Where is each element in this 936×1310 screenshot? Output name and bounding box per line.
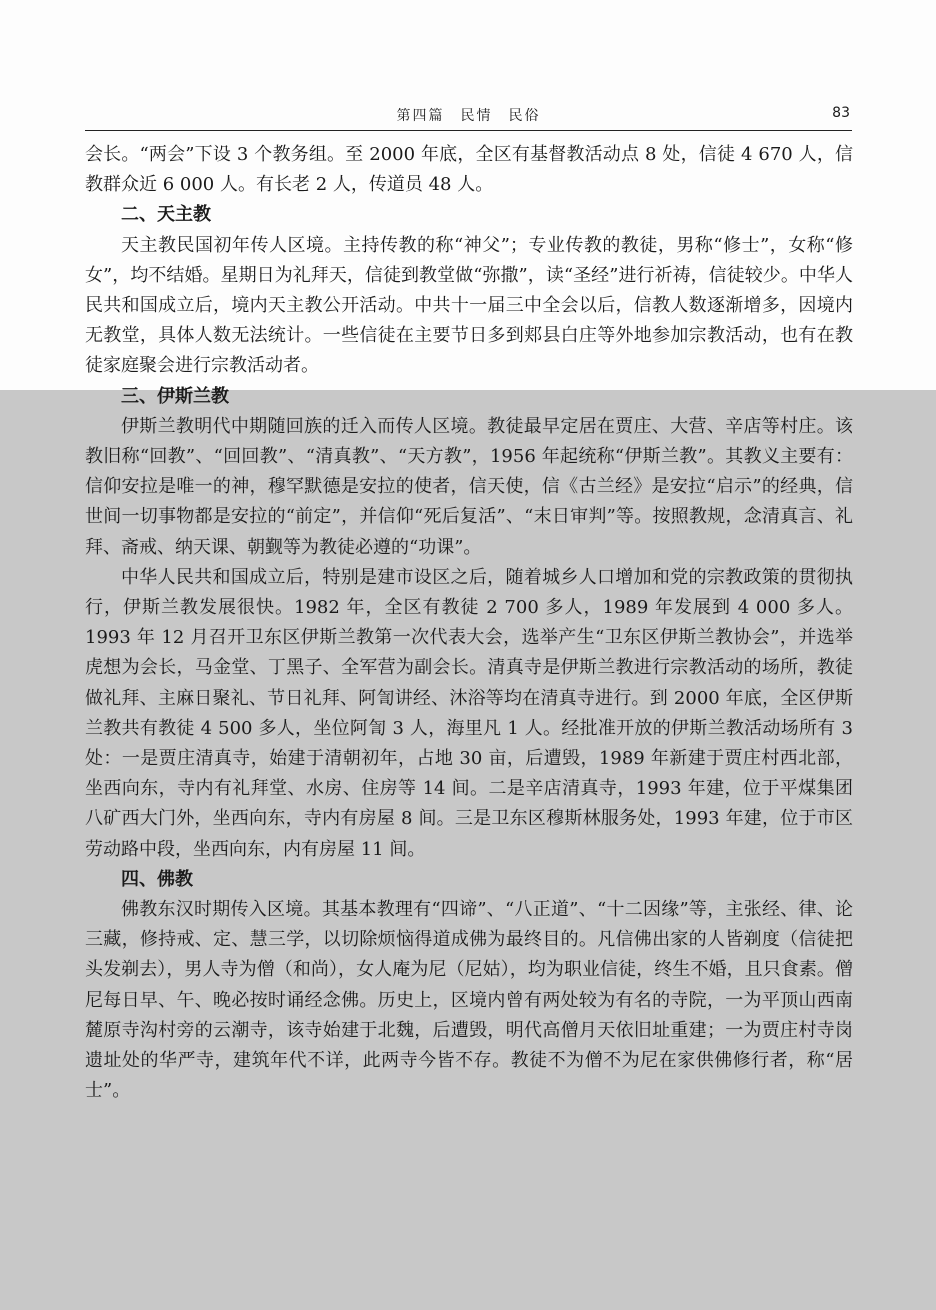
paragraph-islam-intro: 伊斯兰教明代中期随回族的迁入而传人区境。教徒最早定居在贾庄、大营、辛店等村庄。该教旧称“回教”、“回回教”、“清真教”、“天方教”，1956 年起统称“伊斯兰教”。其教义主要有：信仰安拉是唯一的神，穆罕默德是安拉的使者，信天使，信《古兰经》是安拉“启示”的经典，信世间一切事物都是安拉的“前定”，并信仰“死后复活”、“末日审判”等。按照教规，念清真言、礼拜、斋戒、纳天课、朝觐等为教徒必遵的“功课”。 (85, 415, 853, 558)
page-body (85, 140, 853, 1107)
paragraph-islam-development: 中华人民共和国成立后，特别是建市设区之后，随着城乡人口增加和党的宗教政策的贯彻执行，伊斯兰教发展很快。1982 年，全区有教徒 2 700 多人，1989 年发展到 4 000 多人。1993 年 12 月召开卫东区伊斯兰教第一次代表大会，选举产生“卫东区伊斯兰教协会”，并选举虎想为会长，马金堂、丁黑子、全军营为副会长。清真寺是伊斯兰教进行宗教活动的场所，教徒做礼拜、主麻日聚礼、节日礼拜、阿訇讲经、沐浴等均在清真寺进行。到 2000 年底，全区伊斯兰教共有教徒 4 500 多人，坐位阿訇 3 人，海里凡 1 人。经批准开放的伊斯兰教活动场所有 3 处：一是贾庄清真寺，始建于清朝初年，占地 30 亩，后遭毁，1989 年新建于贾庄村西北部，坐西向东，寺内有礼拜堂、水房、住房等 14 间。二是辛店清真寺，1993 年建，位于平煤集团八矿西大门外，坐西向东，寺内有房屋 8 间。三是卫东区穆斯林服务处，1993 年建，位于市区劳动路中段，坐西向东，内有房屋 11 间。 (85, 566, 853, 860)
page-number: 83 (832, 105, 850, 121)
section-title-buddhism: 四、佛教 (121, 868, 193, 890)
running-header (85, 100, 852, 131)
paragraph-christianity-continued: 会长。“两会”下设 3 个教务组。至 2000 年底，全区有基督教活动点 8 处，信徒 4 670 人，信教群众近 6 000 人。有长老 2 人，传道员 48 人。 (85, 144, 853, 196)
chapter-title: 第四篇 民情 民俗 (396, 108, 541, 124)
paragraph-buddhism: 佛教东汉时期传入区境。其基本教理有“四谛”、“八正道”、“十二因缘”等，主张经、律、论三藏，修持戒、定、慧三学，以切除烦恼得道成佛为最终目的。凡信佛出家的人皆剃度（信徒把头发剃去），男人寺为僧（和尚），女人庵为尼（尼姑），均为职业信徒，终生不婚，且只食素。僧尼每日早、午、晚必按时诵经念佛。历史上，区境内曾有两处较为有名的寺院，一为平顶山西南麓原寺沟村旁的云潮寺，该寺始建于北魏，后遭毁，明代高僧月天依旧址重建；一为贾庄村寺岗遗址处的华严寺，建筑年代不详，此两寺今皆不存。教徒不为僧不为尼在家供佛修行者，称“居士”。 (85, 899, 853, 1102)
section-title-islam: 三、伊斯兰教 (121, 385, 229, 407)
section-title-catholicism: 二、天主教 (121, 204, 211, 226)
paragraph-catholicism: 天主教民国初年传人区境。主持传教的称“神父”；专业传教的教徒，男称“修士”，女称“修女”，均不结婚。星期日为礼拜天，信徒到教堂做“弥撒”，读“圣经”进行祈祷，信徒较少。中华人民共和国成立后，境内天主教公开活动。中共十一届三中全会以后，信教人数逐渐增多，因境内无教堂，具体人数无法统计。一些信徒在主要节日多到郏县白庄等外地参加宗教活动，也有在教徒家庭聚会进行宗教活动者。 (85, 234, 853, 377)
